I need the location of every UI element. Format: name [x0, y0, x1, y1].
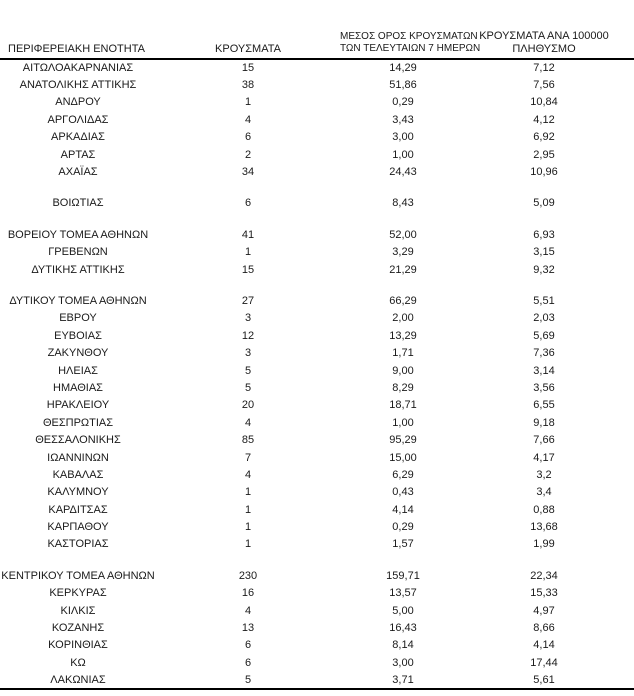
- cases-cell: 1: [244, 521, 252, 534]
- per100k-cell: 9,18: [533, 416, 555, 429]
- region-cell: ΚΟΡΙΝΘΙΑΣ: [48, 639, 108, 652]
- separator-cell: [0, 181, 634, 195]
- per100k-cell: 7,66: [533, 434, 555, 447]
- cases-cell: 16: [241, 587, 255, 600]
- table-row: [0, 111, 634, 128]
- region-cell: ΚΑΒΑΛΑΣ: [52, 468, 104, 481]
- table-row: [0, 414, 634, 431]
- cases-cell: 1: [244, 96, 252, 109]
- region-cell: ΑΡΓΟΛΙΔΑΣ: [47, 113, 109, 126]
- table-row: [0, 567, 634, 584]
- cases-cell: 7: [244, 451, 252, 464]
- region-cell: ΖΑΚΥΝΘΟΥ: [47, 347, 109, 360]
- per100k-cell: 7,12: [533, 62, 555, 75]
- table-row: [0, 195, 634, 212]
- avg7-cell: 8,43: [392, 197, 414, 210]
- avg7-cell: 18,71: [389, 399, 417, 412]
- cases-cell: 15: [241, 62, 255, 75]
- table-row: [0, 602, 634, 619]
- avg7-cell: 0,43: [392, 486, 414, 499]
- per100k-cell: 3,14: [533, 364, 555, 377]
- region-cell: ΗΡΑΚΛΕΙΟΥ: [46, 399, 110, 412]
- per100k-cell: 5,51: [533, 294, 555, 307]
- cases-cell: 4: [244, 113, 252, 126]
- separator-row: [0, 553, 634, 567]
- avg7-cell: 3,43: [392, 113, 414, 126]
- table-row: [0, 362, 634, 379]
- region-cell: ΑΧΑΪΑΣ: [58, 166, 98, 179]
- cases-cell: 5: [156, 672, 340, 689]
- avg7-cell: 159,71: [386, 569, 420, 582]
- cases-cell: 3: [244, 312, 252, 325]
- table-row: [0, 431, 634, 448]
- cases-cell: 34: [241, 166, 255, 179]
- region-cell: ΕΒΡΟΥ: [59, 312, 97, 325]
- cases-cell: 27: [241, 294, 255, 307]
- cases-cell: 5: [244, 381, 252, 394]
- per100k-cell: 3,56: [533, 381, 555, 394]
- table-row: [0, 637, 634, 654]
- per100k-cell: 3,4: [536, 486, 552, 499]
- avg7-cell: 3,00: [392, 131, 414, 144]
- table-row: [0, 261, 634, 278]
- region-cell: ΑΡΤΑΣ: [60, 148, 96, 161]
- per100k-cell: 5,09: [533, 197, 555, 210]
- header-avg7-line1: ΜΕΣΟΣ ΟΡΟΣ ΚΡΟΥΣΜΑΤΩΝ: [340, 31, 478, 42]
- region-cell: ΒΟΙΩΤΙΑΣ: [52, 197, 104, 210]
- avg7-cell: 4,14: [392, 503, 414, 516]
- region-cell: ΚΕΝΤΡΙΚΟΥ ΤΟΜΕΑ ΑΘΗΝΩΝ: [1, 569, 155, 582]
- avg7-cell: 21,29: [389, 263, 417, 276]
- cases-cell: 6: [244, 656, 252, 669]
- table-row: [0, 449, 634, 466]
- region-cell: ΗΛΕΙΑΣ: [58, 364, 98, 377]
- cases-cell: 5: [244, 364, 252, 377]
- region-cell: ΚΟΖΑΝΗΣ: [51, 622, 105, 635]
- table-row: [0, 59, 634, 76]
- avg7-cell: 1,00: [392, 148, 414, 161]
- cases-cell: 41: [241, 228, 255, 241]
- header-per100k-line1: ΚΡΟΥΣΜΑΤΑ ΑΝΑ 100000: [479, 30, 609, 42]
- header-per100k-line2: ΠΛΗΘΥΣΜΟ: [512, 42, 576, 55]
- avg7-cell: 95,29: [389, 434, 417, 447]
- region-cell: ΚΑΛΥΜΝΟΥ: [47, 486, 109, 499]
- region-cell: ΚΑΡΔΙΤΣΑΣ: [48, 503, 108, 516]
- region-cell: ΚΩ: [70, 656, 86, 669]
- cases-cell: 6: [244, 197, 252, 210]
- region-cell: ΚΑΣΤΟΡΙΑΣ: [47, 538, 109, 551]
- table-row: [0, 466, 634, 483]
- per100k-cell: 3,2: [536, 468, 552, 481]
- per100k-cell: 4,97: [533, 604, 555, 617]
- table-row: [0, 226, 634, 243]
- region-cell: ΙΩΑΝΝΙΝΩΝ: [47, 451, 109, 464]
- separator-row: [0, 212, 634, 226]
- cases-cell: 15: [241, 263, 255, 276]
- table-row: [0, 518, 634, 535]
- cases-cell: 38: [241, 79, 255, 92]
- cases-cell: 12: [241, 329, 255, 342]
- per100k-cell: 17,44: [530, 656, 558, 669]
- table-row: [0, 536, 634, 553]
- table-row: [0, 654, 634, 671]
- per100k-cell: 10,84: [530, 96, 558, 109]
- cases-cell: 1: [244, 246, 252, 259]
- per100k-cell: 8,66: [533, 622, 555, 635]
- cases-cell: 1: [244, 503, 252, 516]
- table-row: [0, 619, 634, 636]
- cases-cell: 1: [244, 538, 252, 551]
- per100k-cell: 10,96: [530, 166, 558, 179]
- header-avg7-line2: ΤΩΝ ΤΕΛΕΥΤΑΙΩΝ 7 ΗΜΕΡΩΝ: [340, 43, 481, 54]
- per100k-cell: 1,99: [533, 538, 555, 551]
- avg7-cell: 1,57: [392, 538, 414, 551]
- region-cell: ΚΑΡΠΑΘΟΥ: [47, 521, 109, 534]
- avg7-cell: 52,00: [389, 228, 417, 241]
- cases-cell: 4: [244, 468, 252, 481]
- table-row: [0, 585, 634, 602]
- table-row: [0, 146, 634, 163]
- region-cell: ΑΡΚΑΔΙΑΣ: [51, 131, 105, 144]
- cases-cell: 1: [244, 486, 252, 499]
- avg7-cell: 1,71: [392, 347, 414, 360]
- separator-row: [0, 181, 634, 195]
- avg7-cell: 3,71: [340, 672, 466, 689]
- cases-cell: 13: [241, 622, 255, 635]
- header-avg7-cases: [340, 0, 481, 59]
- avg7-cell: 1,00: [392, 416, 414, 429]
- avg7-cell: 51,86: [389, 79, 417, 92]
- region-cell: ΗΜΑΘΙΑΣ: [53, 381, 103, 394]
- table-body: [0, 59, 634, 689]
- avg7-cell: 24,43: [389, 166, 417, 179]
- region-cell: ΑΝΑΤΟΛΙΚΗΣ ΑΤΤΙΚΗΣ: [19, 79, 137, 92]
- region-cell: ΔΥΤΙΚΗΣ ΑΤΤΙΚΗΣ: [31, 263, 125, 276]
- table-row: [0, 292, 634, 309]
- per100k-cell: 13,68: [530, 521, 558, 534]
- region-cell: ΕΥΒΟΙΑΣ: [54, 329, 102, 342]
- separator-cell: [0, 278, 634, 292]
- table-row: [0, 484, 634, 501]
- avg7-cell: 5,00: [392, 604, 414, 617]
- cases-cell: 230: [238, 569, 258, 582]
- table-row: [0, 327, 634, 344]
- per100k-cell: 2,95: [533, 148, 555, 161]
- per100k-cell: 0,88: [533, 503, 555, 516]
- table-row: [0, 76, 634, 93]
- avg7-cell: 14,29: [389, 62, 417, 75]
- avg7-cell: 15,00: [389, 451, 417, 464]
- region-cell: ΓΡΕΒΕΝΩΝ: [48, 246, 108, 259]
- cases-cell: 4: [244, 604, 252, 617]
- per100k-cell: 6,93: [533, 228, 555, 241]
- table-row: [0, 94, 634, 111]
- avg7-cell: 9,00: [392, 364, 414, 377]
- header-row: [0, 0, 634, 59]
- per100k-cell: 4,12: [533, 113, 555, 126]
- table-row: [0, 501, 634, 518]
- per100k-cell: 4,14: [533, 639, 555, 652]
- header-region: ΠΕΡΙΦΕΡΕΙΑΚΗ ΕΝΟΤΗΤΑ: [0, 0, 156, 59]
- avg7-cell: 6,29: [392, 468, 414, 481]
- avg7-cell: 13,29: [389, 329, 417, 342]
- avg7-cell: 2,00: [392, 312, 414, 325]
- region-cell: ΛΑΚΩΝΙΑΣ: [0, 672, 156, 689]
- avg7-cell: 8,29: [392, 381, 414, 394]
- avg7-cell: 0,29: [392, 521, 414, 534]
- per100k-cell: 2,03: [533, 312, 555, 325]
- cases-cell: 2: [244, 148, 252, 161]
- per100k-cell: 15,33: [530, 587, 558, 600]
- per100k-cell: 7,56: [533, 79, 555, 92]
- table-row: [0, 129, 634, 146]
- avg7-cell: 0,29: [392, 96, 414, 109]
- region-cell: ΘΕΣΠΡΩΤΙΑΣ: [42, 416, 114, 429]
- per100k-cell: 3,15: [533, 246, 555, 259]
- cases-cell: 20: [241, 399, 255, 412]
- region-cell: ΑΝΔΡΟΥ: [55, 96, 101, 109]
- region-cell: ΒΟΡΕΙΟΥ ΤΟΜΕΑ ΑΘΗΝΩΝ: [7, 228, 149, 241]
- table-row: [0, 244, 634, 261]
- per100k-cell: 5,69: [533, 329, 555, 342]
- table-row: [0, 397, 634, 414]
- per100k-cell: 6,92: [533, 131, 555, 144]
- per100k-cell: 22,34: [530, 569, 558, 582]
- cases-cell: 4: [244, 416, 252, 429]
- avg7-cell: 66,29: [389, 294, 417, 307]
- table-row: [0, 163, 634, 180]
- region-cell: ΚΙΛΚΙΣ: [60, 604, 96, 617]
- region-cell: ΔΥΤΙΚΟΥ ΤΟΜΕΑ ΑΘΗΝΩΝ: [9, 294, 147, 307]
- per100k-cell: 4,17: [533, 451, 555, 464]
- table-row: [0, 344, 634, 361]
- avg7-cell: 16,43: [389, 622, 417, 635]
- per100k-cell: 5,61: [466, 672, 634, 689]
- region-cell: ΚΕΡΚΥΡΑΣ: [49, 587, 107, 600]
- cases-cell: 6: [244, 639, 252, 652]
- separator-cell: [0, 212, 634, 226]
- per100k-cell: 7,36: [533, 347, 555, 360]
- avg7-cell: 3,00: [392, 656, 414, 669]
- header-per100k: [466, 0, 634, 59]
- table-row: [0, 672, 634, 689]
- table-row: [0, 310, 634, 327]
- avg7-cell: 8,14: [392, 639, 414, 652]
- cases-cell: 85: [241, 434, 255, 447]
- per100k-cell: 9,32: [533, 263, 555, 276]
- per100k-cell: 6,55: [533, 399, 555, 412]
- cases-cell: 6: [244, 131, 252, 144]
- separator-row: [0, 278, 634, 292]
- separator-cell: [0, 553, 634, 567]
- region-cell: ΑΙΤΩΛΟΑΚΑΡΝΑΝΙΑΣ: [22, 62, 134, 75]
- table-row: [0, 379, 634, 396]
- header-cases: ΚΡΟΥΣΜΑΤΑ: [156, 0, 340, 59]
- avg7-cell: 3,29: [392, 246, 414, 259]
- avg7-cell: 13,57: [389, 587, 417, 600]
- cases-cell: 3: [244, 347, 252, 360]
- region-cell: ΘΕΣΣΑΛΟΝΙΚΗΣ: [35, 434, 121, 447]
